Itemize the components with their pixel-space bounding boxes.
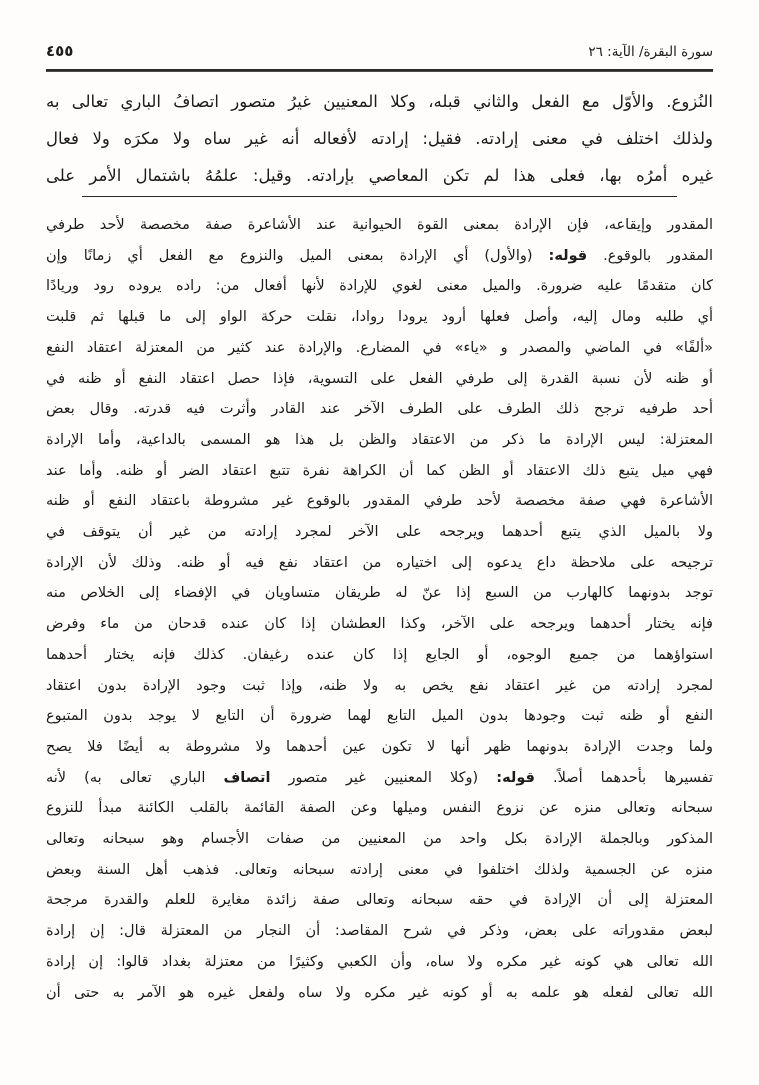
commentary-text-segment: (والأول) أي الإرادة بمعنى الميل والنزوع مع الفعل أي زمانًا وإن [46, 247, 549, 264]
commentary-line [46, 885, 713, 916]
commentary-block [46, 210, 713, 1008]
commentary-line [46, 425, 713, 456]
commentary-line [46, 271, 713, 302]
commentary-line [46, 947, 713, 978]
commentary-text-segment: توجد بدونهما كالهارب من السبع إذا عنّ له طريقان متساويان في الإفضاء إلى الخلاص منه [46, 585, 713, 602]
main-text-line: ولذلك اختلف في معنى إرادته. فقيل: إرادته لأفعاله أنه غير ساه ولا مكرَه ولا فعال [46, 129, 713, 148]
commentary-line [46, 333, 713, 364]
commentary-text-segment: ولما وجدت الإرادة بدونهما ظهر أنها لا تكون عين أحدهما ولا مشروطة به أيضًا فلا يصح [46, 738, 713, 755]
commentary-line [46, 456, 713, 487]
commentary-text-segment: كان متقدمًا عليه ضرورة. والميل معنى لغوي للإرادة لأنها أفعال من: راده يروده رود وريادًا [46, 278, 713, 295]
commentary-line [46, 671, 713, 702]
commentary-line [46, 302, 713, 333]
commentary-text-segment: (وكلا المعنيين غير متصور [270, 769, 497, 786]
commentary-line [46, 210, 713, 241]
commentary-text-segment: النفع أو ظنه ثبت وجودها بدون الميل التابع لهما ضرورة أن التابع لا يوجد بدون المتبوع [46, 708, 713, 725]
commentary-line [46, 548, 713, 579]
commentary-text-segment: منزه عن الجسمية ولذلك اختلفوا في معنى إرادته سبحانه وتعالى. فذهب أهل السنة وبعض [46, 861, 713, 878]
commentary-text-segment: تفسيرها بأحدهما أصلاً. [534, 769, 713, 786]
commentary-line [46, 364, 713, 395]
commentary-bold-segment: قوله: [548, 247, 588, 264]
page-header [46, 42, 713, 60]
commentary-line [46, 517, 713, 548]
commentary-text-segment: «ألفًا» في الماضي والمصدر و «ياء» في المضارع. والإرادة عند كثير من المعتزلة اعتقاد النفع [46, 339, 713, 356]
commentary-text-segment: المقدور بالوقوع. [587, 247, 714, 264]
text-commentary-divider [82, 196, 677, 197]
header-rule [46, 69, 713, 72]
commentary-bold-segment: اتصاف [223, 769, 271, 786]
commentary-line [46, 763, 713, 794]
commentary-text-segment: لبعض مقدوراته على بعض، وذكر في شرح المقاصد: أن النجار من المعتزلة قال: إن إرادة [46, 923, 713, 940]
commentary-text-segment: المعتزلة: ليس الإرادة ما ذكر من الاعتقاد والظن بل هذا هو المسمى بالداعية، وأما الإرادة [46, 431, 713, 448]
commentary-line [46, 793, 713, 824]
commentary-line [46, 486, 713, 517]
commentary-text-segment: سبحانه وتعالى منزه عن نزوع النفس وميلها وعن الصفة القائمة بالقلب الكائنة مبدأ للنزوع [46, 800, 713, 817]
main-text-line: غيره أمرُه بها، فعلى هذا لم تكن المعاصي بإرادته. وقيل: علمُهُ باشتمال الأمر على [46, 166, 713, 185]
commentary-line [46, 241, 713, 272]
commentary-line [46, 701, 713, 732]
commentary-line [46, 978, 713, 1009]
commentary-text-segment: فإنه يختار أحدهما ويرجحه على الآخر، وكذا العطشان إذا كان عنده قدحان من ماء وفرض [46, 616, 713, 633]
commentary-line [46, 578, 713, 609]
commentary-line [46, 394, 713, 425]
commentary-text-segment: الأشاعرة فهي صفة مخصصة لأحد طرفي المقدور بالوقوع غير مشروطة باعتقاد النفع أو ظنه [46, 493, 713, 510]
commentary-text-segment: الله تعالى هي كونه غير مكره ولا ساه، وأن الكعبي وكثيرًا من معتزلة بغداد قالوا: إن إرادة [46, 953, 713, 970]
main-text-line: النُزوع. والأوّل مع الفعل والثاني قبله، وكلا المعنيين غيرُ متصور اتصافُ الباري تعالى به [46, 92, 713, 111]
commentary-bold-segment: قوله: [496, 769, 535, 786]
commentary-text-segment: فهي ميل يتبع ذلك الاعتقاد أو الظن كما أن الكراهة نفرة تتبع اعتقاد الضر أو ظنه. وأما عند [46, 462, 713, 479]
page-number: ٤٥٥ [46, 42, 74, 60]
commentary-text-segment: أو ظنه لأن نسبة القدرة إلى طرفي الفعل على التسوية، فإذا حصل اعتقاد النفع أو ظنه في [46, 370, 713, 387]
main-text-block [46, 83, 713, 194]
commentary-line [46, 855, 713, 886]
section-title: سورة البقرة/ الآية: ٢٦ [588, 44, 713, 60]
commentary-text-segment: الباري تعالى به) لأنه [46, 769, 224, 786]
commentary-line [46, 609, 713, 640]
commentary-text-segment: المقدور وإيقاعه، فإن الإرادة بمعنى القوة الحيوانية عند الأشاعرة صفة مخصصة لأحد طرفي [46, 217, 713, 233]
commentary-text-segment: استواؤهما من جميع الوجوه، أو الجايع إذا كان عنده رغيفان. كذلك فإنه يختار أحدهما [46, 646, 713, 663]
commentary-line [46, 916, 713, 947]
commentary-text-segment: المعتزلة إلى أن الإرادة في حقه سبحانه وتعالى صفة زائدة مغايرة للعلم والقدرة مرجحة [46, 892, 713, 909]
commentary-line [46, 732, 713, 763]
commentary-text-segment: أي طلبه ومال إليه، وأصل فعلها أرود يرودا روادا، نقلت حركة الواو إلى ما قبلها ثم قلبت [46, 309, 713, 326]
commentary-text-segment: ولا بالميل الذي يتبع أحدهما ويرجحه على الآخر لمجرد إرادته من غير أن يتوقف في [46, 524, 713, 541]
commentary-line [46, 640, 713, 671]
commentary-text-segment: لمجرد إرادته من غير اعتقاد نفع يخص به ولا ظنه، وإذا ثبت وجود الإرادة بدون اعتقاد [46, 677, 713, 694]
commentary-line [46, 824, 713, 855]
commentary-text-segment: أحد طرفيه ترجح ذلك الطرف على الطرف الآخر عند القادر وأثرت فيه قدرته. وقال بعض [46, 401, 713, 418]
commentary-text-segment: المذكور وبالجملة الإرادة بكل واحد من المعنيين من صفات الأجسام وهو سبحانه وتعالى [46, 831, 713, 848]
commentary-text-segment: ترجيحه على ملاحظة داع يدعوه إلى اختياره من اعتقاد نفع فيه أو ظنه. وذلك لأن الإرادة [46, 554, 713, 571]
commentary-text-segment: الله تعالى لفعله هو علمه به أو كونه غير مكره ولا ساه ولفعل غيره هو الآمر به حتى أن [46, 984, 713, 1001]
